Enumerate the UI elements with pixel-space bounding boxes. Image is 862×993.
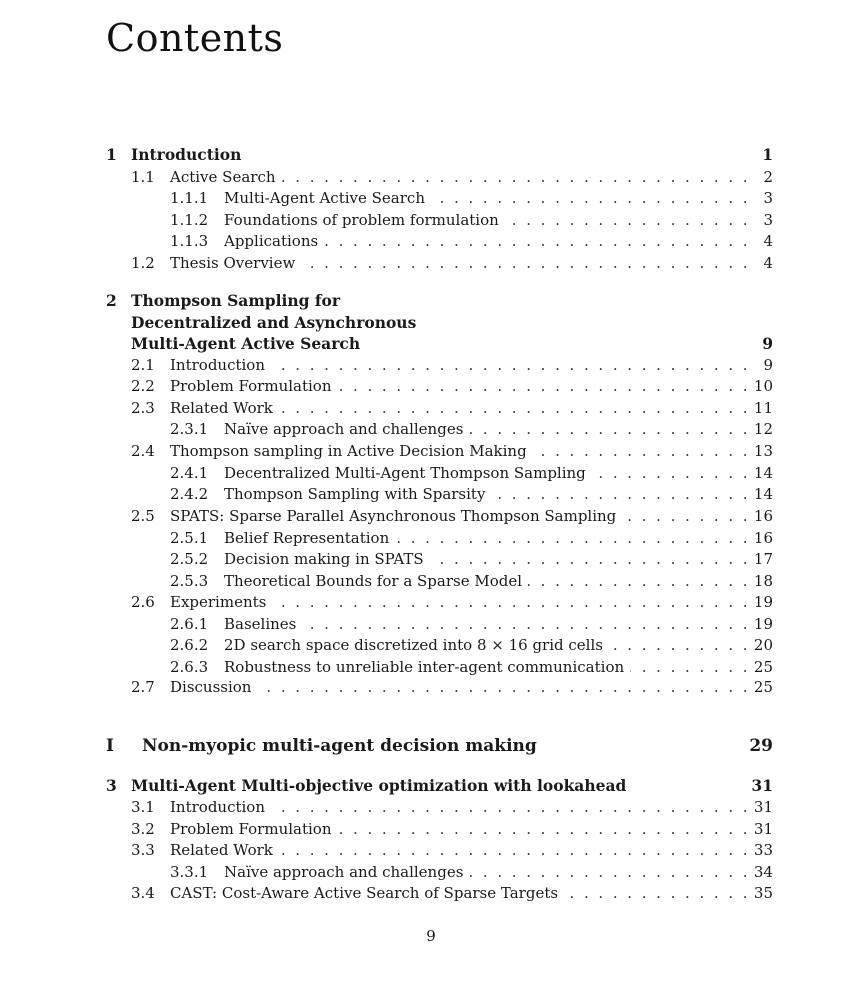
- toc-title: Decentralized and Asynchronous: [131, 312, 417, 332]
- toc-dot-leader: [609, 634, 750, 656]
- toc-number: 2.6.3: [170, 658, 209, 676]
- toc-number: 2.5.3: [170, 572, 209, 590]
- toc-page: 34: [753, 863, 773, 881]
- toc-page: 2: [763, 168, 773, 186]
- toc-dot-leader: [630, 656, 750, 678]
- toc-number: 1.1.3: [170, 232, 209, 250]
- toc-number: 2.1: [131, 356, 155, 374]
- toc-page: 35: [753, 884, 773, 902]
- toc-title: CAST: Cost-Aware Active Search of Sparse Targets: [170, 884, 559, 902]
- toc-title: Related Work: [170, 399, 273, 417]
- toc-title: Introduction: [131, 145, 242, 164]
- toc-entry-sec[interactable]: [0, 818, 862, 840]
- toc-title: 2D search space discretized into 8 × 16 grid cells: [224, 636, 603, 654]
- toc-page: 10: [753, 377, 773, 395]
- toc-number: 3.2: [131, 820, 155, 838]
- toc-dot-leader: [469, 861, 750, 883]
- toc-title: Multi-Agent Active Search: [131, 334, 361, 353]
- toc-number: 3.3: [131, 841, 155, 859]
- toc-title: Active Search: [170, 168, 276, 186]
- toc-page: 16: [753, 529, 773, 547]
- toc-number: 2.5.1: [170, 529, 209, 547]
- toc-entry-sec[interactable]: [0, 354, 862, 376]
- toc-title: Applications: [224, 232, 319, 250]
- toc-page: 31: [753, 820, 773, 838]
- toc-dot-leader: [592, 462, 750, 484]
- toc-entry-sec[interactable]: [0, 252, 862, 274]
- toc-number: 2.2: [131, 377, 155, 395]
- toc-number: 3: [106, 776, 117, 795]
- toc-number: 2.6: [131, 593, 155, 611]
- toc-page: 3: [763, 211, 773, 229]
- toc-dot-leader: [430, 548, 750, 570]
- toc-dot-leader: [505, 209, 750, 231]
- toc-title: Thesis Overview: [170, 254, 296, 272]
- toc-page: 9: [763, 356, 773, 374]
- toc-dot-leader: [491, 483, 750, 505]
- toc-dot-leader: [469, 418, 750, 440]
- toc-entry-chap[interactable]: [0, 775, 862, 797]
- toc-dot-leader: [279, 397, 750, 419]
- toc-page: 1: [762, 145, 773, 164]
- toc-dot-leader: [564, 882, 750, 904]
- toc-dot-leader: [271, 796, 750, 818]
- toc-title: Thompson sampling in Active Decision Making: [170, 442, 527, 460]
- toc-title: Naïve approach and challenges: [224, 420, 464, 438]
- toc-number: 2.7: [131, 678, 155, 696]
- toc-entry-sub[interactable]: [0, 861, 862, 883]
- toc-page: 14: [753, 464, 773, 482]
- toc-number: 2.4.1: [170, 464, 209, 482]
- toc-title: Experiments: [170, 593, 267, 611]
- toc-number: 3.3.1: [170, 863, 209, 881]
- toc-chapter-line[interactable]: [0, 312, 862, 334]
- toc-number: 1.1.2: [170, 211, 209, 229]
- toc-number: 2.5: [131, 507, 155, 525]
- toc-page: 13: [753, 442, 773, 460]
- toc-dot-leader: [528, 570, 750, 592]
- toc-dot-leader: [338, 375, 750, 397]
- toc-entry-sub[interactable]: [0, 613, 862, 635]
- toc-title: Robustness to unreliable inter-agent communication: [224, 658, 625, 676]
- toc-title: Naïve approach and challenges: [224, 863, 464, 881]
- toc-chapter-line[interactable]: [0, 290, 862, 312]
- toc-title: Multi-Agent Multi-objective optimization with lookahead: [131, 776, 627, 795]
- toc-title: Belief Representation: [224, 529, 390, 547]
- toc-page: 4: [763, 254, 773, 272]
- toc-entry-sec[interactable]: [0, 591, 862, 613]
- toc-title: Decentralized Multi-Agent Thompson Sampling: [224, 464, 586, 482]
- toc-dot-leader: [301, 252, 750, 274]
- toc-number: 3.1: [131, 798, 155, 816]
- toc-dot-leader: [338, 818, 750, 840]
- toc-entry-sub[interactable]: [0, 209, 862, 231]
- toc-dot-leader: [622, 505, 750, 527]
- toc-dot-leader: [272, 591, 750, 613]
- toc-entry-sec[interactable]: [0, 676, 862, 698]
- toc-number: 3.4: [131, 884, 155, 902]
- toc-number: 1.1.1: [170, 189, 209, 207]
- toc-title: SPATS: Sparse Parallel Asynchronous Thompson Sampling: [170, 507, 617, 525]
- toc-title: Discussion: [170, 678, 252, 696]
- toc-chapter-line[interactable]: [0, 333, 862, 355]
- toc-entry-sub[interactable]: [0, 418, 862, 440]
- toc-title: Introduction: [170, 356, 265, 374]
- toc-title: Non-myopic multi-agent decision making: [142, 736, 537, 756]
- toc-entry-sub[interactable]: [0, 548, 862, 570]
- toc-title: Thompson Sampling with Sparsity: [224, 485, 486, 503]
- toc-entry-sub[interactable]: [0, 462, 862, 484]
- toc-entry-sec[interactable]: [0, 882, 862, 904]
- toc-page: 14: [753, 485, 773, 503]
- toc-page: 33: [753, 841, 773, 859]
- toc-page: 17: [753, 550, 773, 568]
- toc-entry-sub[interactable]: [0, 483, 862, 505]
- toc-title: Thompson Sampling for: [131, 291, 341, 310]
- toc-title: Decision making in SPATS: [224, 550, 424, 568]
- toc-dot-leader: [395, 527, 750, 549]
- toc-number: 2.4.2: [170, 485, 209, 503]
- toc-entry-sec[interactable]: [0, 375, 862, 397]
- toc-title: Baselines: [224, 615, 297, 633]
- toc-dot-leader: [282, 166, 750, 188]
- toc-entry-sec[interactable]: [0, 839, 862, 861]
- toc-page: 29: [749, 736, 773, 756]
- toc-entry-sec[interactable]: [0, 796, 862, 818]
- toc-entry-sub[interactable]: [0, 230, 862, 252]
- toc-entry-sec[interactable]: [0, 505, 862, 527]
- toc-number: 2.6.2: [170, 636, 209, 654]
- toc-dot-leader: [324, 230, 750, 252]
- toc-page: 19: [753, 593, 773, 611]
- page-title: Contents: [106, 16, 284, 60]
- toc-page: 4: [763, 232, 773, 250]
- toc-page: 3: [763, 189, 773, 207]
- toc-number: 2: [106, 291, 117, 310]
- toc-title: Multi-Agent Active Search: [224, 189, 425, 207]
- toc-dot-leader: [533, 440, 750, 462]
- toc-title: Theoretical Bounds for a Sparse Model: [224, 572, 523, 590]
- toc-dot-leader: [271, 354, 750, 376]
- toc-number: 1.1: [131, 168, 155, 186]
- toc-title: Foundations of problem formulation: [224, 211, 499, 229]
- toc-title: Introduction: [170, 798, 265, 816]
- toc-entry-sec[interactable]: [0, 166, 862, 188]
- toc-entry-sub[interactable]: [0, 187, 862, 209]
- toc-number: 2.6.1: [170, 615, 209, 633]
- page-number: 9: [426, 927, 436, 945]
- toc-page: 11: [753, 399, 773, 417]
- toc-entry-sub[interactable]: [0, 527, 862, 549]
- toc-number: 1: [106, 145, 117, 164]
- toc-page: 12: [753, 420, 773, 438]
- toc-number: 2.5.2: [170, 550, 209, 568]
- toc-page: 18: [753, 572, 773, 590]
- toc-entry-sec[interactable]: [0, 440, 862, 462]
- toc-page: 16: [753, 507, 773, 525]
- toc-entry-sec[interactable]: [0, 397, 862, 419]
- toc-page: 9: [762, 334, 773, 353]
- toc-dot-leader: [279, 839, 750, 861]
- toc-page: 31: [751, 776, 773, 795]
- toc-entry-sub[interactable]: [0, 634, 862, 656]
- toc-number: I: [106, 736, 114, 756]
- toc-number: 1.2: [131, 254, 155, 272]
- toc-page: 20: [753, 636, 773, 654]
- toc-dot-leader: [302, 613, 750, 635]
- toc-entry-sub[interactable]: [0, 656, 862, 678]
- toc-title: Related Work: [170, 841, 273, 859]
- toc-number: 2.3: [131, 399, 155, 417]
- toc-dot-leader: [257, 676, 750, 698]
- toc-dot-leader: [431, 187, 750, 209]
- toc-page: 31: [753, 798, 773, 816]
- toc-number: 2.4: [131, 442, 155, 460]
- toc-entry-sub[interactable]: [0, 570, 862, 592]
- toc-title: Problem Formulation: [170, 377, 332, 395]
- toc-title: Problem Formulation: [170, 820, 332, 838]
- toc-page: 25: [753, 658, 773, 676]
- toc-entry-part[interactable]: [0, 735, 862, 757]
- toc-number: 2.3.1: [170, 420, 209, 438]
- toc-page: 25: [753, 678, 773, 696]
- toc-entry-chap[interactable]: [0, 144, 862, 166]
- toc-page: 19: [753, 615, 773, 633]
